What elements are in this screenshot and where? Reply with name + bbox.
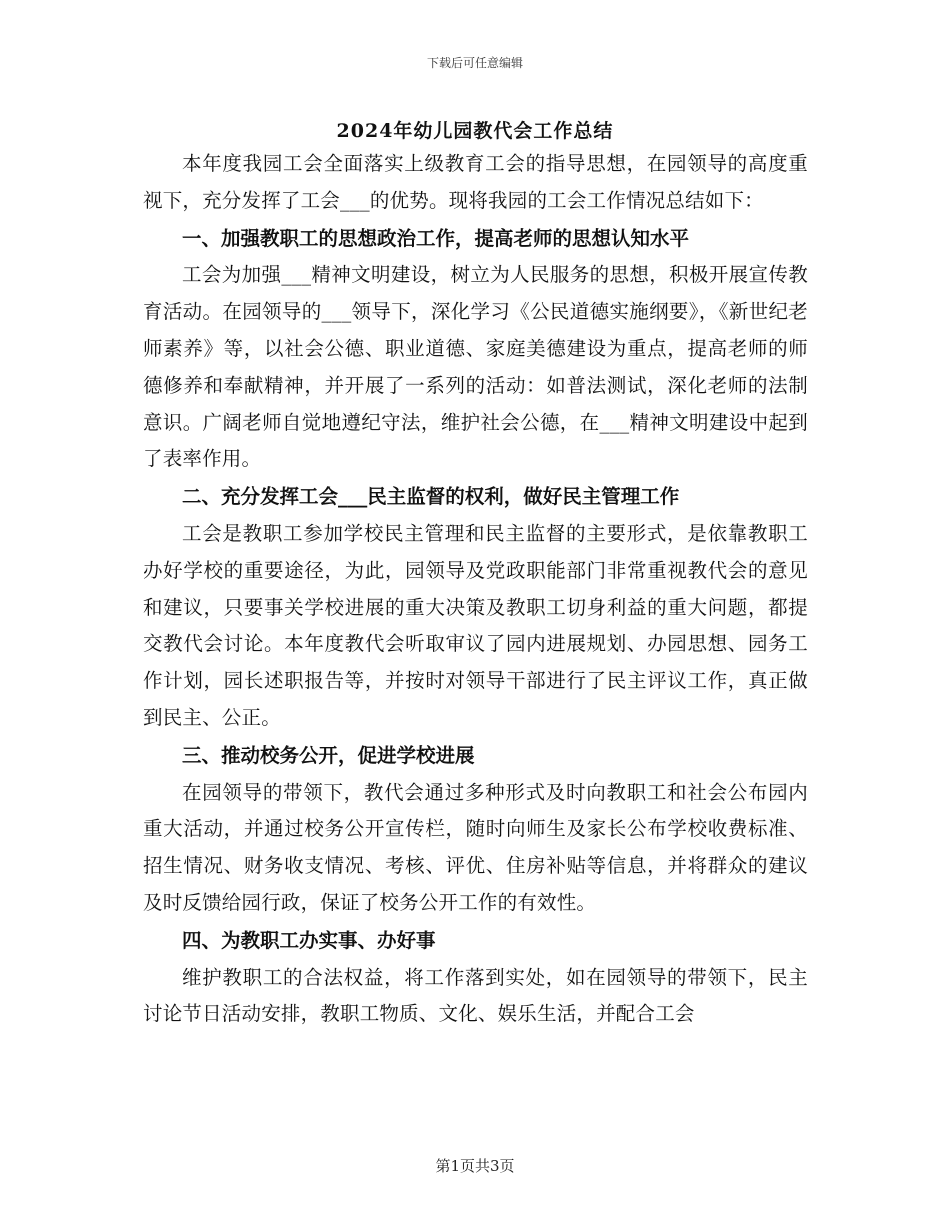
document-body — [143, 146, 808, 1033]
section-paragraph: 工会为加强___精神文明建设，树立为人民服务的思想，积极开展宣传教育活动。在园领导的___领导下，深化学习《公民道德实施纲要》，《新世纪老师素养》等，以社会公德、职业道德、家庭美德建设为重点，提高老师的师德修养和奉献精神，并开展了一系列的活动：如普法测试，深化老师的法制意识。广阔老师自觉地遵纪守法，维护社会公德，在___精神文明建设中起到了表率作用。 — [143, 263, 808, 471]
section-heading: 四、为教职工办实事、办好事 — [182, 928, 436, 952]
section-paragraph: 在园领导的带领下，教代会通过多种形式及时向教职工和社会公布园内重大活动，并通过校务公开宣传栏，随时向师生及家长公布学校收费标准、招生情况、财务收支情况、考核、评优、住房补贴等信息，并将群众的建议及时反馈给园行政，保证了校务公开工作的有效性。 — [143, 780, 808, 914]
section-heading: 二、充分发挥工会___民主监督的权利，做好民主管理工作 — [182, 485, 680, 509]
intro-paragraph: 本年度我园工会全面落实上级教育工会的指导思想，在园领导的高度重视下，充分发挥了工会___的优势。现将我园的工会工作情况总结如下： — [143, 152, 808, 212]
section-paragraph: 工会是教职工参加学校民主管理和民主监督的主要形式，是依靠教职工办好学校的重要途径，为此，园领导及党政职能部门非常重视教代会的意见和建议，只要事关学校进展的重大决策及教职工切身利益的重大问题，都提交教代会讨论。本年度教代会听取审议了园内进展规划、办园思想、园务工作计划，园长述职报告等，并按时对领导干部进行了民主评议工作，真正做到民主、公正。 — [143, 521, 808, 729]
section-heading: 一、加强教职工的思想政治工作，提高老师的思想认知水平 — [182, 226, 690, 250]
section-heading: 三、推动校务公开，促进学校进展 — [182, 743, 475, 767]
document-title: 2024年幼儿园教代会工作总结 — [336, 120, 614, 142]
section-paragraph: 维护教职工的合法权益，将工作落到实处，如在园领导的带领下，民主讨论节日活动安排，教职工物质、文化、娱乐生活，并配合工会 — [143, 965, 808, 1026]
page-number: 第1页共3页 — [435, 1157, 515, 1175]
header-note: 下载后可任意编辑 — [426, 56, 523, 70]
